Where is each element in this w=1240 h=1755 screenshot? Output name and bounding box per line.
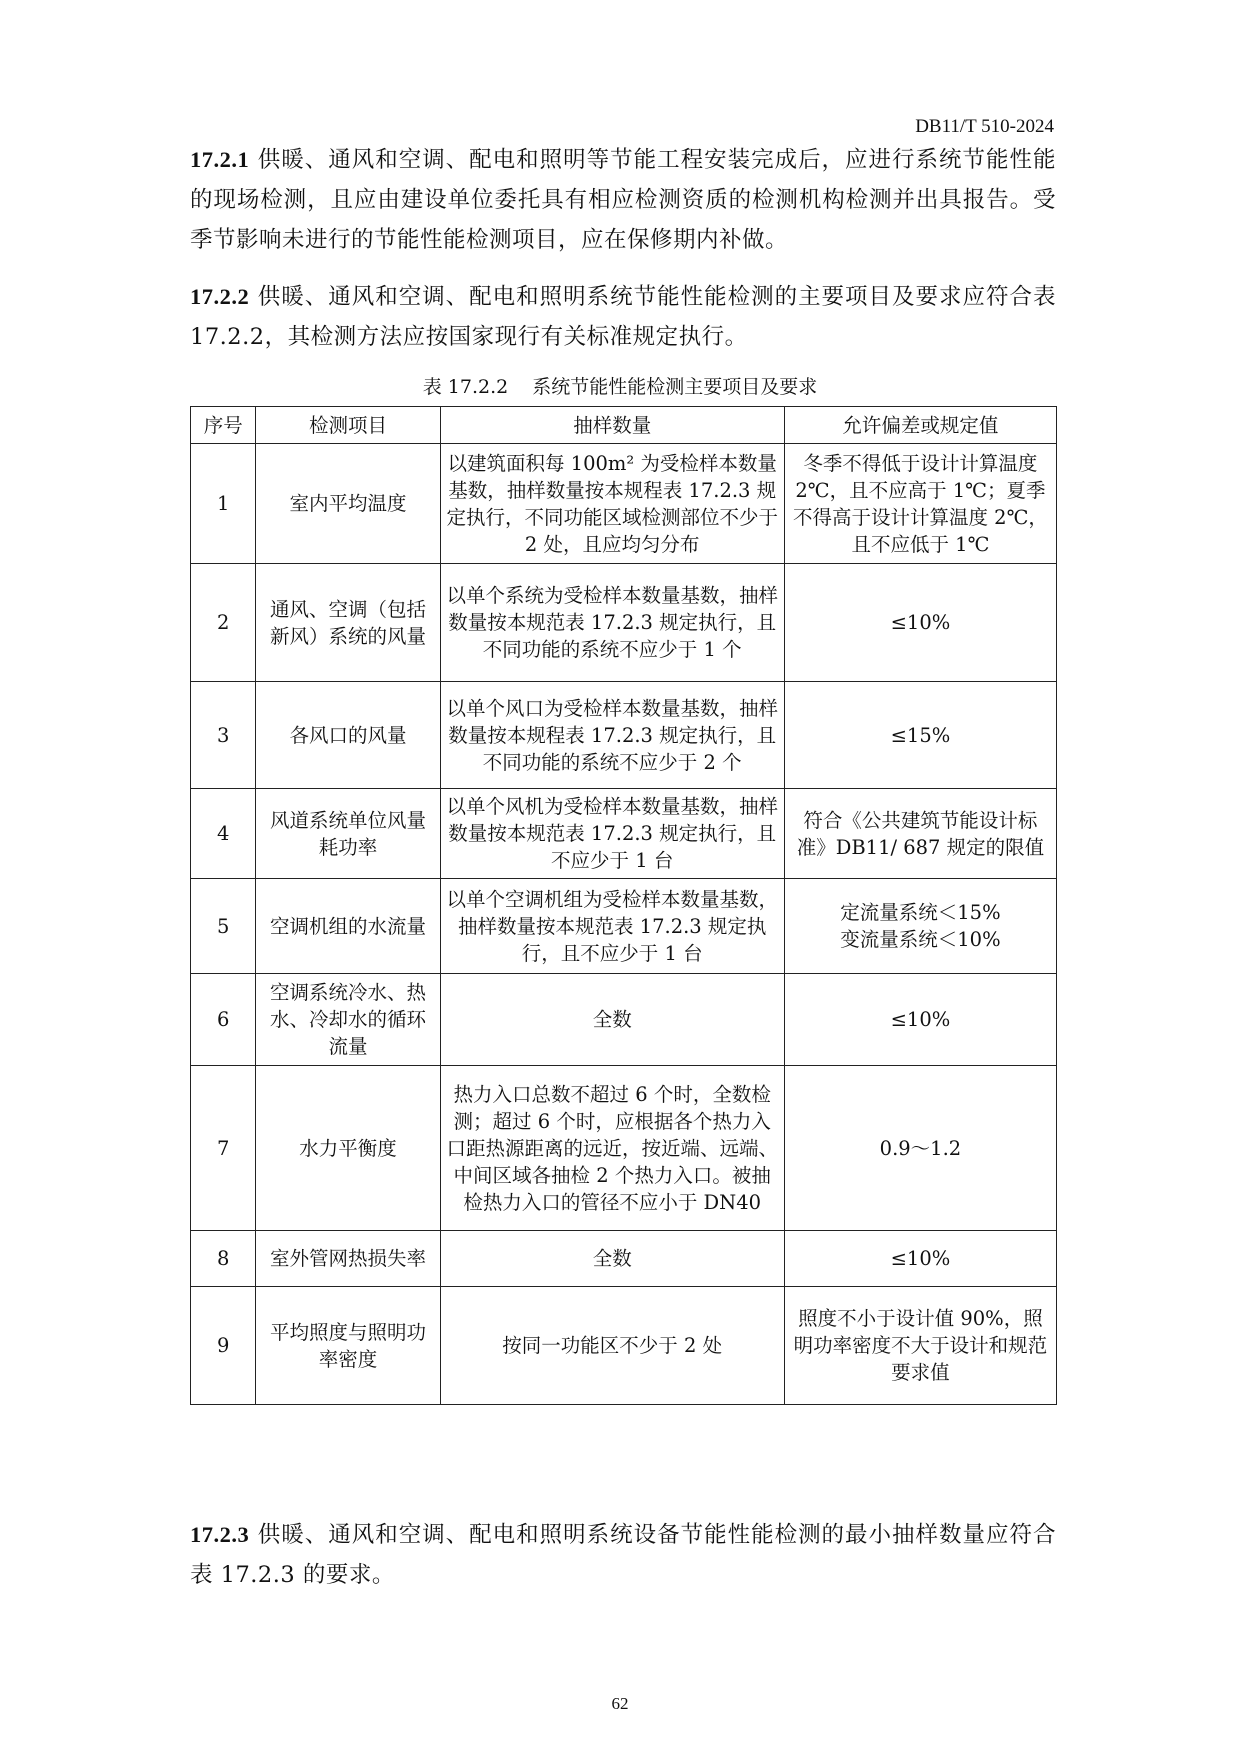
row-sample: 以单个系统为受检样本数量基数，抽样数量按本规范表 17.2.3 规定执行，且不同功能的系统不应少于 1 个 [440,564,784,682]
row-sample: 全数 [440,974,784,1066]
row-seq: 4 [191,789,256,879]
row-sample: 以建筑面积每 100m² 为受检样本数量基数，抽样数量按本规程表 17.2.3 规定执行，不同功能区域检测部位不少于 2 处，且应均匀分布 [440,444,784,564]
table-row [191,789,1057,879]
clause-text: 供暖、通风和空调、配电和照明等节能工程安装完成后，应进行系统节能性能的现场检测，且应由建设单位委托具有相应检测资质的检测机构检测并出具报告。受季节影响未进行的节能性能检测项目，应在保修期内补做。 [190,147,1056,253]
clause-number: 17.2.1 [190,147,250,172]
row-seq: 3 [191,682,256,789]
row-seq: 5 [191,879,256,974]
row-seq: 6 [191,974,256,1066]
row-limit: 照度不小于设计值 90%，照明功率密度不大于设计和规范要求值 [784,1287,1056,1405]
table-row [191,1287,1057,1405]
table-caption [0,372,1240,399]
row-limit: ≤15% [784,682,1056,789]
row-limit [784,879,1056,974]
row-sample: 按同一功能区不少于 2 处 [440,1287,784,1405]
row-limit: 冬季不得低于设计计算温度 2℃，且不应高于 1℃；夏季不得高于设计计算温度 2℃，且不应低于 1℃ [784,444,1056,564]
row-item: 平均照度与照明功率密度 [256,1287,440,1405]
row-sample: 以单个空调机组为受检样本数量基数，抽样数量按本规范表 17.2.3 规定执行，且不应少于 1 台 [440,879,784,974]
row-limit: 符合《公共建筑节能设计标准》DB11/ 687 规定的限值 [784,789,1056,879]
table-row [191,1231,1057,1287]
row-item: 通风、空调（包括新风）系统的风量 [256,564,440,682]
header-seq: 序号 [191,407,256,444]
row-item: 水力平衡度 [256,1066,440,1231]
table-row [191,1066,1057,1231]
limit-constant-flow: 定流量系统＜15% [840,901,1001,924]
row-item: 风道系统单位风量耗功率 [256,789,440,879]
row-limit: ≤10% [784,974,1056,1066]
table-row [191,682,1057,789]
table-row [191,444,1057,564]
row-seq: 7 [191,1066,256,1231]
row-sample: 以单个风机为受检样本数量基数，抽样数量按本规范表 17.2.3 规定执行，且不应少于 1 台 [440,789,784,879]
table-caption-title: 系统节能性能检测主要项目及要求 [532,376,818,398]
row-sample: 全数 [440,1231,784,1287]
row-limit: 0.9～1.2 [784,1066,1056,1231]
clause-number: 17.2.2 [190,284,250,309]
clause-17-2-1 [190,140,1056,260]
row-item: 空调机组的水流量 [256,879,440,974]
row-item: 各风口的风量 [256,682,440,789]
clause-text: 供暖、通风和空调、配电和照明系统设备节能性能检测的最小抽样数量应符合表 17.2.3 的要求。 [190,1522,1056,1588]
row-seq: 2 [191,564,256,682]
row-limit: ≤10% [784,1231,1056,1287]
document-code: DB11/T 510-2024 [915,116,1054,137]
clause-17-2-2 [190,277,1056,357]
row-seq: 9 [191,1287,256,1405]
limit-variable-flow: 变流量系统＜10% [840,928,1001,951]
table-caption-number: 表 17.2.2 [422,376,509,398]
table-row [191,564,1057,682]
row-item: 室外管网热损失率 [256,1231,440,1287]
row-seq: 1 [191,444,256,564]
header-item: 检测项目 [256,407,440,444]
inspection-items-table [190,406,1057,1405]
header-limit: 允许偏差或规定值 [784,407,1056,444]
row-item: 室内平均温度 [256,444,440,564]
table-header-row [191,407,1057,444]
row-seq: 8 [191,1231,256,1287]
table-row [191,879,1057,974]
row-sample: 以单个风口为受检样本数量基数，抽样数量按本规程表 17.2.3 规定执行，且不同功能的系统不应少于 2 个 [440,682,784,789]
header-sample: 抽样数量 [440,407,784,444]
row-sample: 热力入口总数不超过 6 个时，全数检测；超过 6 个时，应根据各个热力入口距热源距离的远近，按近端、远端、中间区域各抽检 2 个热力入口。被抽检热力入口的管径不应小于 DN40 [440,1066,784,1231]
row-limit: ≤10% [784,564,1056,682]
page-number: 62 [611,1694,629,1713]
clause-text: 供暖、通风和空调、配电和照明系统节能性能检测的主要项目及要求应符合表 17.2.2，其检测方法应按国家现行有关标准规定执行。 [190,284,1056,350]
row-item: 空调系统冷水、热水、冷却水的循环流量 [256,974,440,1066]
clause-number: 17.2.3 [190,1522,250,1547]
clause-17-2-3 [190,1515,1056,1595]
table-row [191,974,1057,1066]
